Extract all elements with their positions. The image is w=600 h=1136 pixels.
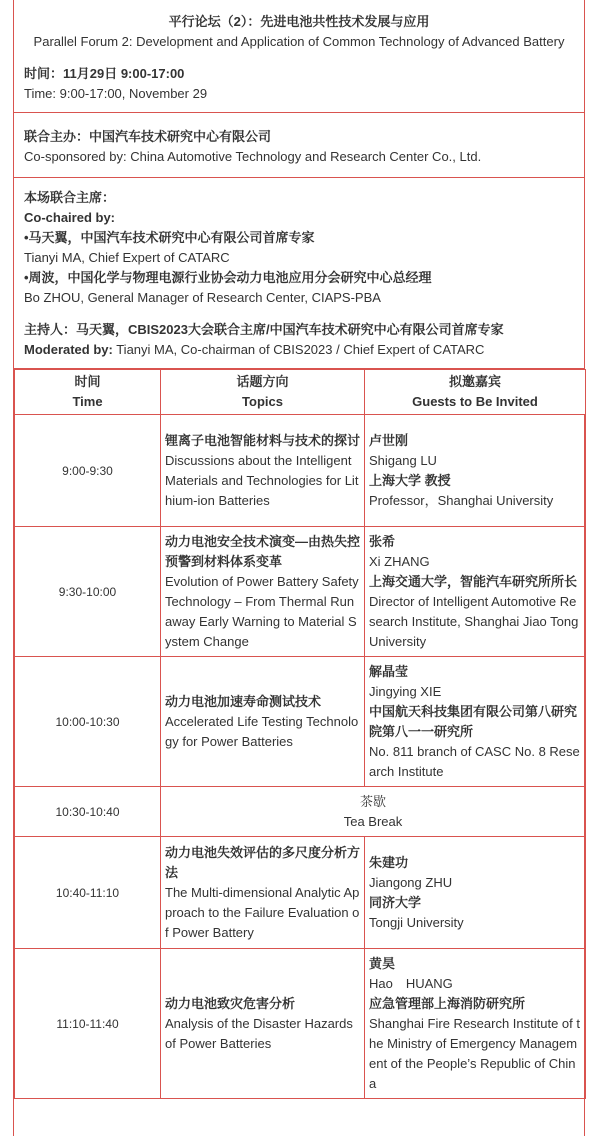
guest-name-en: Xi ZHANG: [369, 553, 430, 569]
guest-org-en: Tongji University: [369, 914, 464, 930]
row-time: 10:40-11:10: [15, 837, 161, 949]
cosponsor-cn: 联合主办：中国汽车技术研究中心有限公司: [24, 129, 272, 144]
guest-org-cn: 中国航天科技集团有限公司第八研究院第八一一研究所: [369, 703, 578, 739]
cochair1-cn: •马天翼，中国汽车技术研究中心有限公司首席专家: [24, 230, 315, 245]
table-row: [15, 657, 586, 787]
header-time-cn: 时间: [74, 374, 101, 389]
topic-en: Analysis of the Disaster Hazards of Power Batteries: [165, 1015, 353, 1051]
topic-cn: 锂离子电池智能材料与技术的探讨: [165, 432, 361, 448]
header-guests-cn: 拟邀嘉宾: [448, 374, 501, 389]
row-guest: [365, 415, 586, 527]
row-topic: [161, 837, 365, 949]
tea-break: [161, 787, 586, 837]
header-time-en: Time: [72, 394, 103, 409]
break-en: Tea Break: [343, 813, 403, 829]
forum-frame: [13, 0, 585, 1136]
guest-name-cn: 解晶莹: [369, 663, 409, 679]
guest-name-en: Jingying XIE: [369, 683, 442, 699]
row-guest: [365, 527, 586, 657]
moderator-cn: 主持人：马天翼，CBIS2023大会联合主席/中国汽车技术研究中心有限公司首席专家: [24, 322, 504, 337]
guest-name-cn: 朱建功: [369, 854, 409, 870]
guest-org-cn: 上海交通大学，智能汽车研究所所长: [369, 573, 578, 589]
cosponsor-section: [14, 113, 584, 178]
row-time: 9:30-10:00: [15, 527, 161, 657]
moderator-name-en: Tianyi MA, Co-chairman of CBIS2023 / Chief Expert of CATARC: [112, 342, 485, 357]
row-guest: [365, 657, 586, 787]
guest-org-cn: 上海大学 教授: [369, 472, 451, 488]
forum-title-section: [14, 0, 584, 113]
row-guest: [365, 837, 586, 949]
row-time: 10:00-10:30: [15, 657, 161, 787]
table-row: [15, 527, 586, 657]
guest-org-en: Shanghai Fire Research Institute of the Ministry of Emergency Management of the People’s Republic of China: [369, 1015, 581, 1091]
topic-cn: 动力电池失效评估的多尺度分析方法: [165, 844, 361, 880]
cochair-section: [14, 178, 584, 369]
header-topics-cn: 话题方向: [236, 374, 289, 389]
cochair1-en: Tianyi MA, Chief Expert of CATARC: [24, 250, 230, 265]
row-topic: [161, 415, 365, 527]
cochair2-en: Bo ZHOU, General Manager of Research Center, CIAPS-PBA: [24, 290, 381, 305]
moderator-label-en: Moderated by:: [24, 342, 113, 357]
forum-title-cn: 平行论坛（2）：先进电池共性技术发展与应用: [168, 14, 430, 29]
cosponsor-en: Co-sponsored by: China Automotive Technology and Research Center Co., Ltd.: [24, 149, 482, 164]
guest-name-en: Jiangong ZHU: [369, 874, 453, 890]
row-time: 9:00-9:30: [15, 415, 161, 527]
topic-cn: 动力电池安全技术演变—由热失控预警到材料体系变革: [165, 533, 361, 569]
cochair-label-cn: 本场联合主席：: [24, 190, 116, 205]
topic-en: Accelerated Life Testing Technology for Power Batteries: [165, 713, 359, 749]
header-guests-en: Guests to Be Invited: [412, 394, 538, 409]
topic-en: The Multi-dimensional Analytic Approach to the Failure Evaluation of Power Battery: [165, 884, 360, 940]
header-guests: [365, 370, 586, 415]
topic-en: Evolution of Power Battery Safety Technology – From Thermal Runaway Early Warning to Material System Change: [165, 573, 359, 649]
forum-time-en: Time: 9:00-17:00, November 29: [24, 86, 208, 101]
guest-name-cn: 张希: [369, 533, 396, 549]
break-row: [15, 787, 586, 837]
cochair-label-en: Co-chaired by:: [24, 210, 116, 225]
table-row: [15, 949, 586, 1099]
guest-org-en: Professor，Shanghai University: [369, 492, 554, 508]
topic-cn: 动力电池加速寿命测试技术: [165, 693, 322, 709]
guest-name-en: Hao HUANG: [369, 975, 453, 991]
header-topics-en: Topics: [242, 394, 283, 409]
row-time: 11:10-11:40: [15, 949, 161, 1099]
guest-name-cn: 黄昊: [369, 955, 396, 971]
row-topic: [161, 949, 365, 1099]
guest-org-en: No. 811 branch of CASC No. 8 Research Institute: [369, 743, 580, 779]
guest-name-en: Shigang LU: [369, 452, 437, 468]
topic-en: Discussions about the Intelligent Materials and Technologies for Lithium-ion Batteries: [165, 452, 359, 508]
forum-time-cn: 时间：11月29日 9:00-17:00: [24, 66, 185, 81]
row-time: 10:30-10:40: [15, 787, 161, 837]
guest-org-en: Director of Intelligent Automotive Research Institute, Shanghai Jiao Tong University: [369, 593, 579, 649]
guest-org-cn: 应急管理部上海消防研究所: [369, 995, 526, 1011]
row-guest: [365, 949, 586, 1099]
moderator-en: [24, 340, 574, 360]
row-topic: [161, 527, 365, 657]
table-row: [15, 415, 586, 527]
topic-cn: 动力电池致灾危害分析: [165, 995, 296, 1011]
row-topic: [161, 657, 365, 787]
header-time: [15, 370, 161, 415]
table-header-row: [15, 370, 586, 415]
forum-title-en: Parallel Forum 2: Development and Application of Common Technology of Advanced Battery: [33, 34, 565, 49]
guest-org-cn: 同济大学: [369, 894, 422, 910]
break-cn: 茶歇: [359, 793, 386, 809]
guest-name-cn: 卢世刚: [369, 432, 409, 448]
cochair2-cn: •周波，中国化学与物理电源行业协会动力电池应用分会研究中心总经理: [24, 270, 432, 285]
table-row: [15, 837, 586, 949]
agenda-table: [14, 369, 586, 1099]
header-topics: [161, 370, 365, 415]
